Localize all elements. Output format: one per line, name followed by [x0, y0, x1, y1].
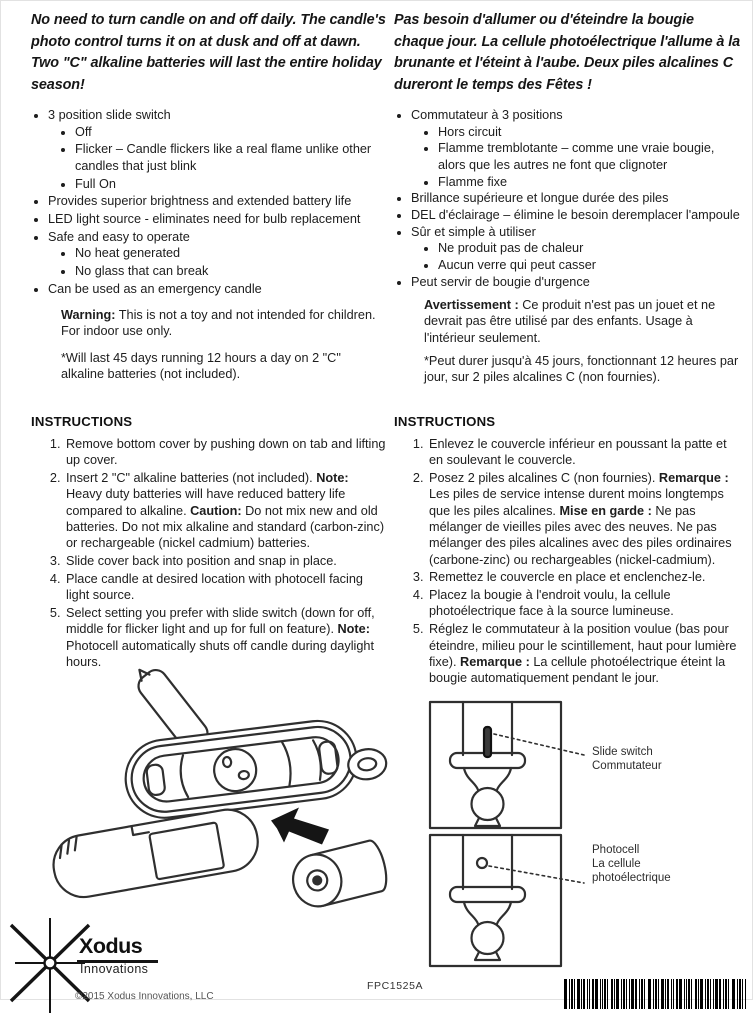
arrow-icon [271, 808, 329, 845]
bold-text: Warning: [61, 308, 116, 323]
text: No heat generated [75, 246, 181, 261]
text: Enlevez le couvercle inférieur en poussant la patte et en soulevant le couvercle. [429, 437, 727, 468]
list-item [427, 436, 741, 469]
text: Sûr et simple à utiliser [411, 224, 536, 239]
warning-paragraph-en [61, 307, 387, 340]
bottom-cover-drawing [49, 805, 263, 902]
text: Brillance supérieure et longue durée des piles [411, 191, 669, 206]
text: Placez la bougie à l'endroit voulu, la cellule photoélectrique face à la source lumineuse. [429, 588, 674, 619]
intro-paragraph-fr: Pas besoin d'allumer ou d'éteindre la bougie chaque jour. La cellule photoélectrique l'allume à la brunante et l'éteint à l'aube. Deux piles alcalines C dureront le temps des Fêtes ! [394, 12, 740, 93]
text: Ne produit pas de chaleur [438, 241, 584, 256]
text: Ce produit n'est pas un jouet et ne devrait pas être utilisé par des enfants. Usage à l'intérieur seulement. [424, 298, 716, 345]
photocell-label [592, 843, 671, 885]
list-item [411, 107, 741, 189]
bold-text: Caution: [190, 503, 242, 518]
instructions-heading-en: INSTRUCTIONS [31, 414, 133, 429]
text: Select setting you prefer with slide switch (down for off, middle for flicker light and up for full on feature). [66, 605, 375, 637]
list-item [75, 263, 387, 279]
slide-switch-label-en: Slide switch [592, 746, 653, 758]
list-item [411, 274, 741, 290]
list-item [438, 240, 741, 256]
sub-list [411, 124, 741, 190]
text: Full On [75, 176, 116, 191]
list-item [427, 621, 741, 686]
candle-body-drawing [121, 717, 361, 823]
list-item [411, 224, 741, 273]
slide-switch-diagram [430, 702, 584, 828]
list-item [48, 107, 387, 191]
text: Réglez le commutateur à la position voulue (bas pour éteindre, milieu pour le scintillement, haut pour lumière fixe). [429, 622, 737, 669]
list-item [75, 245, 387, 261]
photocell-diagram [430, 835, 584, 966]
text: Flicker – Candle flickers like a real flame unlike other candles that just blink [75, 142, 372, 173]
list-item [64, 605, 387, 670]
text: No glass that can break [75, 264, 209, 279]
slide-switch-label-fr: Commutateur [592, 760, 662, 772]
list-item [48, 193, 387, 209]
sub-list [48, 124, 387, 192]
text: Photocell automatically shuts off candle during daylight hours. [66, 638, 374, 669]
feature-list-en [31, 107, 387, 297]
list-item [411, 207, 741, 223]
sub-list [411, 240, 741, 273]
bold-text: Note: [337, 622, 370, 637]
list-item [64, 571, 387, 604]
copyright-line: ©2015 Xodus Innovations, LLC [75, 991, 214, 1002]
list-item [64, 436, 387, 469]
instructions-section-en [31, 414, 387, 670]
instructions-section-fr [394, 414, 741, 686]
text: Peut servir de bougie d'urgence [411, 274, 590, 289]
bold-text: Remarque : [658, 471, 729, 486]
brand-name: Xodus [77, 934, 158, 963]
text: Flamme tremblotante – comme une vraie bougie, alors que les autres ne font que clignoter [438, 141, 715, 172]
bold-text: Remarque : [460, 654, 530, 669]
french-top-block [394, 10, 741, 414]
text: Heavy duty batteries will have reduced battery life compared to alkaline. [66, 487, 346, 518]
warning-paragraph-fr [424, 297, 741, 346]
slide-switch-rod [484, 727, 491, 757]
slide-switch-label [592, 745, 662, 773]
text: Can be used as an emergency candle [48, 281, 262, 296]
text: Flamme fixe [438, 174, 508, 189]
text: Insert 2 "C" alkaline batteries (not included). [66, 471, 317, 486]
sub-list [48, 245, 387, 279]
instructions-heading-fr: INSTRUCTIONS [394, 414, 496, 429]
list-item [438, 174, 741, 190]
diagram-boxes [420, 693, 753, 978]
bold-text: Mise en garde : [559, 503, 652, 518]
instruction-list-en [31, 436, 387, 670]
column-french [394, 10, 741, 688]
list-item [75, 141, 387, 174]
part-number: FPC1525A [367, 980, 424, 992]
list-item [48, 229, 387, 279]
text: 3 position slide switch [48, 108, 171, 123]
list-item [75, 176, 387, 192]
text: Aucun verre qui peut casser [438, 258, 596, 273]
list-item [48, 211, 387, 227]
text: Posez 2 piles alcalines C (non fournies). [429, 471, 659, 486]
bold-text: Avertissement : [424, 298, 519, 313]
barcode [564, 979, 746, 1009]
battery-note-fr: *Peut durer jusqu'à 45 jours, fonctionnant 12 heures par jour, sur 2 piles alcalines C (non fournies). [424, 354, 739, 385]
list-item [427, 569, 741, 585]
photocell-label-fr-2: photoélectrique [592, 872, 671, 884]
text: Les piles de service intense durent moins longtemps que les piles alcalines. [429, 487, 724, 518]
text: Remettez le couvercle en place et enclenchez-le. [429, 570, 706, 585]
battery-drawing [288, 839, 391, 912]
intro-paragraph-en: No need to turn candle on and off daily. The candle's photo control turns it on at dusk and off at dawn. Two "C" alkaline batteries will last the entire holiday season! [31, 12, 386, 93]
battery-note-en: *Will last 45 days running 12 hours a day on 2 "C" alkaline batteries (not included). [61, 350, 341, 382]
list-item [64, 470, 387, 551]
text: Slide cover back into position and snap in place. [66, 554, 337, 569]
list-item [64, 553, 387, 569]
bold-text: Note: [316, 471, 349, 486]
list-item [438, 257, 741, 273]
list-item [48, 281, 387, 297]
list-item [75, 124, 387, 140]
list-item [427, 587, 741, 620]
text: Hors circuit [438, 124, 502, 139]
text: La cellule photoélectrique éteint la bougie automatiquement pendant le jour. [429, 654, 726, 686]
list-item [438, 140, 741, 173]
text: DEL d'éclairage – élimine le besoin deremplacer l'ampoule [411, 208, 740, 223]
text: LED light source - eliminates need for bulb replacement [48, 212, 361, 227]
text: Ne pas mélanger de vieilles piles avec des neuves. Ne pas mélanger des piles alcalines avec des piles ordinaires (carbone-zinc) ou rechargeables (nickel-cadmium). [429, 503, 732, 567]
list-item [438, 124, 741, 140]
photocell-label-en: Photocell [592, 844, 640, 856]
text: Remove bottom cover by pushing down on tab and lifting up cover. [66, 437, 386, 468]
column-english [31, 10, 387, 672]
text: Off [75, 124, 92, 139]
exploded-candle-illustration [25, 668, 420, 923]
feature-list-fr [394, 107, 741, 290]
text: Place candle at desired location with photocell facing light source. [66, 571, 363, 603]
text: Do not mix new and old batteries. Do not mix alkaline and standard (carbon-zinc) or rechargeable (nickel cadmium) batteries. [66, 503, 385, 551]
text: Commutateur à 3 positions [411, 108, 563, 123]
brand-subname: Innovations [80, 962, 149, 976]
instruction-list-fr [394, 436, 741, 686]
photocell-label-fr-1: La cellule [592, 858, 641, 870]
text: Provides superior brightness and extended battery life [48, 194, 352, 209]
text: Safe and easy to operate [48, 229, 190, 244]
text: This is not a toy and not intended for children. For indoor use only. [61, 308, 376, 339]
english-top-block [31, 10, 387, 414]
list-item [427, 470, 741, 568]
list-item [411, 190, 741, 206]
